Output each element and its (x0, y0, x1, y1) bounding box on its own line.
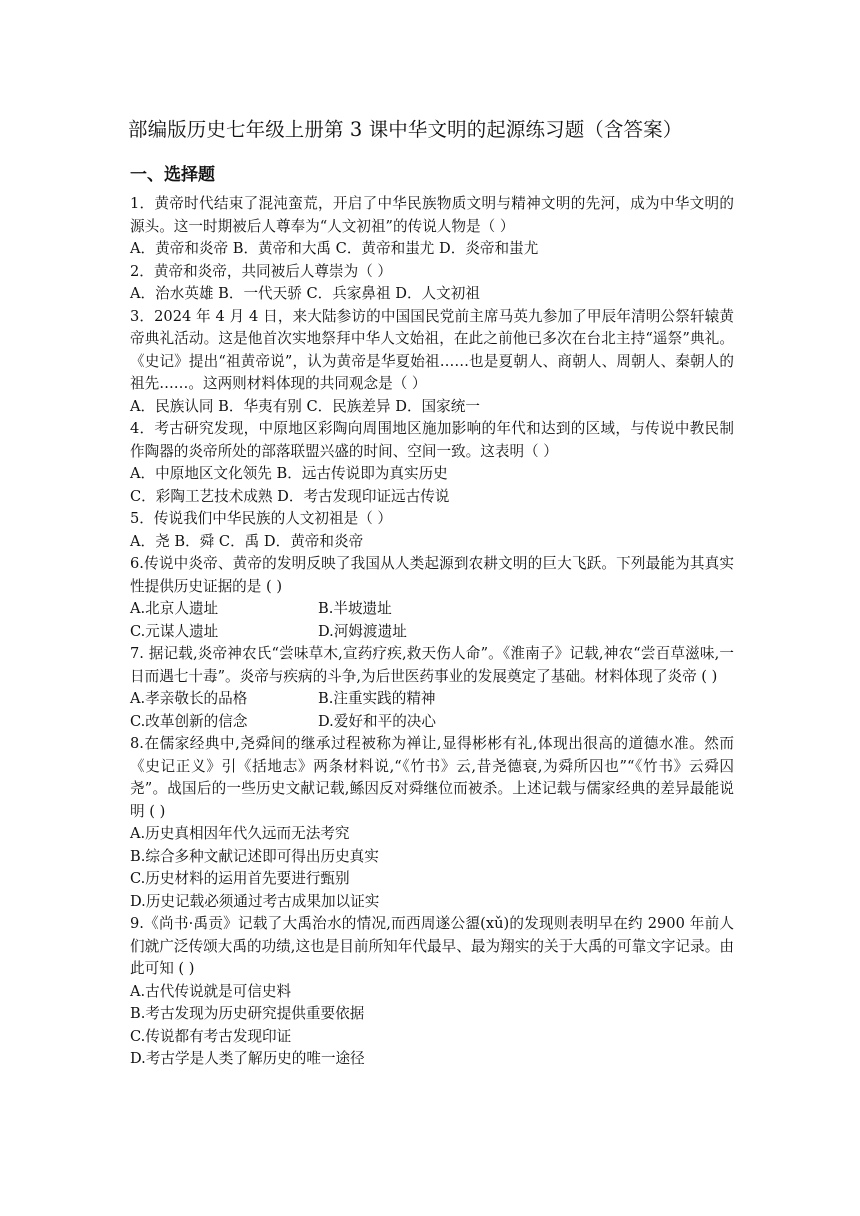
question-options: A．尧 B．舜 C．禹 D．黄帝和炎帝 (130, 532, 364, 550)
option-c: C.元谋人遗址 (130, 622, 219, 640)
question-stem: 5．传说我们中华民族的人文初祖是（ ） (130, 510, 393, 527)
question-stem: 8.在儒家经典中,尧舜间的继承过程被称为禅让,显得彬彬有礼,体现出很高的道德水准。然而《史记正义》引《括地志》两条材料说,“《竹书》云,昔尧德衰,为舜所囚也”“《竹书》云舜囚尧”。战国后的一些历史文献记载,鲧因反对舜继位而被杀。上述记载与儒家经典的差异最能说明 ( ) (130, 735, 734, 820)
option-a: A.北京人遗址 (130, 600, 219, 617)
option-a: A.历史真相因年代久远而无法考究 (130, 825, 350, 842)
option-d: D.考古学是人类了解历史的唯一途径 (130, 1050, 365, 1067)
page-title: 部编版历史七年级上册第 3 课中华文明的起源练习题（含答案） (128, 118, 683, 141)
section-heading: 一、选择题 (130, 165, 215, 185)
option-b: B.综合多种文献记述即可得出历史真实 (130, 847, 379, 865)
option-d: D.河姆渡遗址 (318, 622, 407, 640)
question-options: C．彩陶工艺技术成熟 D．考古发现印证远古传说 (130, 487, 450, 505)
question-options (130, 621, 734, 644)
question-stem: 1．黄帝时代结束了混沌蛮荒，开启了中华民族物质文明与精神文明的先河，成为中华文明的源头。这一时期被后人尊奉为“人文初祖”的传说人物是（ ） (130, 195, 734, 235)
option-b: B.半坡遗址 (318, 600, 392, 617)
question-options: A．中原地区文化领先 B．远古传说即为真实历史 (130, 465, 448, 482)
option-c: C.传说都有考古发现印证 (130, 1027, 292, 1045)
question-stem: 7. 据记载,炎帝神农氏“尝味草木,宣药疗疾,救天伤人命”。《淮南子》记载,神农“尝百草滋味,一日而遇七十毒”。炎帝与疾病的斗争,为后世医药事业的发展奠定了基础。材料体现了炎帝 ( ) (130, 645, 734, 685)
question-options: A．黄帝和炎帝 B．黄帝和大禹 C．黄帝和蚩尤 D．炎帝和蚩尤 (130, 240, 539, 257)
question-options: A．治水英雄 B．一代天骄 C．兵家鼻祖 D．人文初祖 (130, 285, 480, 302)
question-options: A．民族认同 B．华夷有别 C．民族差异 D．国家统一 (130, 397, 480, 415)
option-b: B.考古发现为历史研究提供重要依据 (130, 1005, 365, 1022)
question-options (130, 711, 734, 734)
option-d: D.爱好和平的决心 (318, 712, 436, 730)
option-d: D.历史记载必须通过考古成果加以证实 (130, 892, 380, 910)
question-options (130, 598, 734, 621)
question-stem: 3．2024 年 4 月 4 日，来大陆参访的中国国民党前主席马英九参加了甲辰年清明公祭轩辕黄帝典礼活动。这是他首次实地祭拜中华人文始祖，在此之前他已多次在台北主持“遥祭”典礼。《史记》提出“祖黄帝说”，认为黄帝是华夏始祖……也是夏朝人、商朝人、周朝人、秦朝人的祖先……。这两则材料体现的共同观念是（ ） (130, 307, 734, 392)
option-c: C.历史材料的运用首先要进行甄别 (130, 870, 350, 887)
option-c: C.改革创新的信念 (130, 712, 248, 730)
question-list (130, 193, 734, 1071)
question-stem: 6.传说中炎帝、黄帝的发明反映了我国从人类起源到农耕文明的巨大飞跃。下列最能为其真实性提供历史证据的是 ( ) (130, 555, 734, 595)
option-a: A.古代传说就是可信史料 (130, 982, 292, 1000)
question-stem: 2．黄帝和炎帝，共同被后人尊崇为（ ） (130, 262, 393, 280)
option-a: A.孝亲敬长的品格 (130, 690, 248, 707)
question-stem: 4．考古研究发现，中原地区彩陶向周围地区施加影响的年代和达到的区域，与传说中教民制作陶器的炎帝所处的部落联盟兴盛的时间、空间一致。这表明（ ） (130, 420, 734, 460)
question-options (130, 688, 734, 711)
option-b: B.注重实践的精神 (318, 690, 436, 707)
question-stem: 9.《尚书·禹贡》记载了大禹治水的情况,而西周遂公盨(xǔ)的发现则表明早在约 2900 年前人们就广泛传颂大禹的功绩,这也是目前所知年代最早、最为翔实的关于大禹的可靠文字记录。由此可知 ( ) (130, 915, 734, 977)
